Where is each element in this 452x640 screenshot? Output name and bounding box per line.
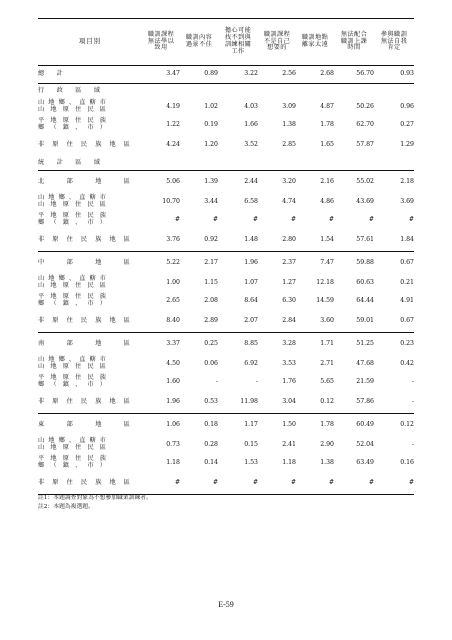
- table-cell: 1.96: [218, 252, 258, 275]
- table-row: [38, 355, 414, 373]
- table-cell: 57.86: [356, 397, 374, 405]
- table-cell: #: [296, 472, 334, 495]
- row-label: [38, 274, 142, 292]
- table-cell: #: [258, 472, 296, 495]
- table-cell: 6.92: [244, 359, 258, 367]
- table-cell: 2.89: [204, 316, 218, 324]
- table-cell: 0.23: [374, 333, 414, 356]
- column-header-line: 不是自己: [263, 37, 291, 45]
- table-cell: 1.27: [282, 278, 296, 286]
- table-cell: #: [212, 215, 218, 223]
- row-label-line: 山 地 鄉 、 直 轄 市: [38, 356, 106, 364]
- row-label: [38, 171, 142, 194]
- row-label-line: 鄉 （ 鎮 、 市 ）: [38, 462, 106, 469]
- table-cell: 3.47: [142, 66, 180, 84]
- table-row: [38, 373, 414, 391]
- column-header: [374, 19, 414, 66]
- table-cell: 1.18: [282, 458, 296, 466]
- table-cell: 4.74: [282, 197, 296, 205]
- table-cell: 0.27: [400, 120, 414, 128]
- table-cell: 55.02: [334, 171, 374, 194]
- table-cell: 1.39: [180, 171, 218, 194]
- table-row: [38, 472, 414, 495]
- table-cell: 59.88: [334, 252, 374, 275]
- statistics-table: [38, 18, 414, 495]
- section-heading: 行 政 區 域: [38, 86, 100, 94]
- table-cell: 3.20: [258, 171, 296, 194]
- column-header-line: 職訓課程: [263, 30, 291, 38]
- table-cell: 2.08: [204, 296, 218, 304]
- row-label: [38, 391, 142, 414]
- table-cell: 0.67: [374, 252, 414, 275]
- table-cell: 1.18: [166, 458, 180, 466]
- row-label-line: 非 原 住 民 族 地 區: [38, 397, 130, 405]
- table-cell: 5.22: [142, 252, 180, 275]
- table-cell: 8.85: [218, 333, 258, 356]
- column-header-line: 職訓內容: [185, 34, 213, 42]
- table-body: [38, 66, 414, 495]
- row-label-line: 平 地 原 住 民 族: [38, 293, 106, 301]
- table-cell: 0.15: [244, 440, 258, 448]
- table-cell: 0.73: [166, 440, 180, 448]
- table-cell: 3.22: [218, 66, 258, 84]
- table-cell: 3.76: [166, 235, 180, 243]
- column-header-line: 職訓上課: [340, 37, 368, 45]
- row-label-line: 鄉 （ 鎮 、 市 ）: [38, 219, 106, 226]
- table-cell: 57.87: [356, 140, 374, 148]
- section-heading: 統 計 區 域: [38, 158, 100, 166]
- table-cell: #: [328, 215, 334, 223]
- table-cell: 0.92: [204, 235, 218, 243]
- table-row: [38, 391, 414, 414]
- table-cell: 1.71: [296, 333, 334, 356]
- row-label: [38, 116, 142, 134]
- table-cell: #: [408, 215, 414, 223]
- table-cell: 3.44: [204, 197, 218, 205]
- table-cell: 1.76: [282, 377, 296, 385]
- table-cell: 63.49: [356, 458, 374, 466]
- table-cell: 3.04: [282, 397, 296, 405]
- table-cell: #: [252, 215, 258, 223]
- table-row: [38, 292, 414, 310]
- table-cell: 3.60: [320, 316, 334, 324]
- table-cell: #: [174, 215, 180, 223]
- column-header-line: 參與職訓: [380, 30, 408, 38]
- table-cell: 59.01: [356, 316, 374, 324]
- table-cell: 1.84: [400, 235, 414, 243]
- table-cell: 2.90: [320, 440, 334, 448]
- table-cell: -: [411, 397, 414, 405]
- table-row: [38, 274, 414, 292]
- table-cell: 0.14: [204, 458, 218, 466]
- row-label-line: 平 地 原 住 民 族: [38, 455, 106, 463]
- table-cell: 2.56: [258, 66, 296, 84]
- table-cell: 1.06: [142, 414, 180, 437]
- row-label: [38, 98, 142, 116]
- table-cell: 4.24: [166, 140, 180, 148]
- table-cell: -: [255, 377, 258, 385]
- table-cell: 0.16: [400, 458, 414, 466]
- table-cell: -: [411, 377, 414, 385]
- table-cell: 3.69: [400, 197, 414, 205]
- table-row: [38, 134, 414, 156]
- table-cell: 0.12: [320, 397, 334, 405]
- table-cell: 60.63: [356, 278, 374, 286]
- row-label-line: 東 部 地 區: [38, 420, 130, 428]
- table-cell: 43.69: [356, 197, 374, 205]
- table-cell: 5.06: [142, 171, 180, 194]
- table-row: [38, 171, 414, 194]
- column-header-line: 無法學以: [147, 37, 175, 45]
- row-label-line: 鄉 （ 鎮 、 市 ）: [38, 381, 106, 388]
- table-cell: 3.53: [282, 359, 296, 367]
- row-label-line: 非 原 住 民 族 地 區: [38, 478, 130, 486]
- row-label: [38, 229, 142, 252]
- section-heading-row: [38, 84, 414, 99]
- table-cell: 1.65: [320, 140, 334, 148]
- table-cell: 1.17: [218, 414, 258, 437]
- table-cell: 4.91: [400, 296, 414, 304]
- column-header: [218, 19, 258, 66]
- table-header: [38, 19, 414, 66]
- table-cell: 0.42: [400, 359, 414, 367]
- table-cell: 2.68: [296, 66, 334, 84]
- column-header-line: 職訓課程: [147, 30, 175, 38]
- row-label: 總 計: [38, 66, 142, 84]
- table-cell: 4.19: [166, 102, 180, 110]
- table-cell: 2.07: [244, 316, 258, 324]
- table-cell: -: [215, 377, 218, 385]
- table-cell: 0.21: [400, 278, 414, 286]
- table-cell: 62.70: [356, 120, 374, 128]
- column-header: [334, 19, 374, 66]
- column-header-line: 無法自我: [380, 37, 408, 45]
- table-cell: 2.41: [282, 440, 296, 448]
- table-cell: 14.59: [316, 296, 334, 304]
- table-cell: 2.16: [296, 171, 334, 194]
- column-header-line: 肯定: [387, 44, 401, 52]
- row-label: [38, 454, 142, 472]
- table-cell: 0.28: [204, 440, 218, 448]
- table-row: [38, 436, 414, 454]
- table-cell: 8.40: [166, 316, 180, 324]
- footnotes: [38, 494, 152, 512]
- table-cell: 1.20: [204, 140, 218, 148]
- table-cell: 2.37: [258, 252, 296, 275]
- column-header-line: 職訓地點: [301, 34, 329, 42]
- table-cell: 1.66: [244, 120, 258, 128]
- row-label: [38, 414, 142, 437]
- column-header-line: 致用: [154, 44, 168, 52]
- table-cell: 1.07: [244, 278, 258, 286]
- section-heading-row: [38, 156, 414, 171]
- row-label-line: 山 地 原 住 民 區: [38, 201, 106, 208]
- table-cell: 2.17: [180, 252, 218, 275]
- row-label-line: 平 地 原 住 民 族: [38, 117, 106, 125]
- table-cell: 2.65: [166, 296, 180, 304]
- table-cell: 4.03: [244, 102, 258, 110]
- table-cell: 1.78: [320, 120, 334, 128]
- table-cell: 2.44: [218, 171, 258, 194]
- row-label: [38, 472, 142, 495]
- row-label-line: 山 地 鄉 、 直 轄 市: [38, 437, 106, 445]
- row-label-line: 山 地 原 住 民 區: [38, 282, 106, 289]
- table-cell: 10.70: [162, 197, 180, 205]
- row-label: [38, 310, 142, 333]
- table-cell: 0.18: [180, 414, 218, 437]
- row-label-line: 北 部 地 區: [38, 177, 130, 185]
- column-header: [258, 19, 296, 66]
- table-cell: 1.22: [166, 120, 180, 128]
- table-cell: 1.48: [244, 235, 258, 243]
- table-cell: 47.68: [356, 359, 374, 367]
- table-cell: #: [374, 472, 414, 495]
- column-header-line: 無法配合: [340, 30, 368, 38]
- table-cell: 60.49: [334, 414, 374, 437]
- row-label: [38, 211, 142, 229]
- table-cell: 12.18: [316, 278, 334, 286]
- row-label: [38, 333, 142, 356]
- column-header-line: 想要的: [267, 44, 287, 52]
- table-cell: 6.58: [244, 197, 258, 205]
- column-header-line: 擔心可能: [224, 27, 252, 35]
- table-cell: 1.60: [166, 377, 180, 385]
- table-cell: 56.70: [334, 66, 374, 84]
- table-cell: 2.85: [282, 140, 296, 148]
- row-label-line: 非 原 住 民 族 地 區: [38, 316, 130, 324]
- table-cell: 1.00: [166, 278, 180, 286]
- row-label-line: 中 部 地 區: [38, 258, 130, 266]
- column-header: [296, 19, 334, 66]
- row-label-line: 鄉 （ 鎮 、 市 ）: [38, 124, 106, 131]
- table-cell: 2.18: [374, 171, 414, 194]
- table-cell: 0.96: [400, 102, 414, 110]
- row-label-line: 平 地 原 住 民 族: [38, 212, 106, 220]
- table-cell: 1.02: [204, 102, 218, 110]
- table-row: [38, 193, 414, 211]
- table-row: [38, 252, 414, 275]
- table-row: [38, 310, 414, 333]
- table-cell: 4.86: [320, 197, 334, 205]
- row-label-line: 非 原 住 民 族 地 區: [38, 235, 130, 243]
- table-cell: 6.30: [282, 296, 296, 304]
- column-header-line: 過景不佳: [185, 41, 213, 48]
- table-row: [38, 211, 414, 229]
- table-cell: 2.71: [320, 359, 334, 367]
- row-label-line: 山 地 鄉 、 直 轄 市: [38, 99, 106, 107]
- table-cell: 1.50: [258, 414, 296, 437]
- table-cell: #: [142, 472, 180, 495]
- table-cell: 3.28: [258, 333, 296, 356]
- table-row: [38, 454, 414, 472]
- table-cell: 50.26: [356, 102, 374, 110]
- column-header-line: 訓練相關: [224, 41, 252, 48]
- row-label-line: 南 部 地 區: [38, 339, 130, 347]
- row-label-line: 山 地 原 住 民 區: [38, 444, 106, 451]
- table-cell: 0.12: [374, 414, 414, 437]
- table-cell: #: [218, 472, 258, 495]
- table-cell: 3.52: [244, 140, 258, 148]
- column-header: [142, 19, 180, 66]
- table-cell: 1.96: [166, 397, 180, 405]
- table-cell: 3.09: [282, 102, 296, 110]
- column-header-line: 找不到與: [224, 34, 252, 42]
- table-cell: 5.65: [320, 377, 334, 385]
- table-row: [38, 98, 414, 116]
- table-cell: #: [334, 472, 374, 495]
- table-cell: 8.64: [244, 296, 258, 304]
- table-cell: 64.44: [356, 296, 374, 304]
- header-item: 項目別: [38, 19, 142, 66]
- table-cell: 1.54: [320, 235, 334, 243]
- table-cell: 7.47: [296, 252, 334, 275]
- table-cell: 4.50: [166, 359, 180, 367]
- table-cell: 51.25: [334, 333, 374, 356]
- footnote-2: 註2：本題為複選題。: [38, 504, 94, 510]
- table-row: [38, 116, 414, 134]
- table-cell: 0.25: [180, 333, 218, 356]
- table-cell: 1.53: [244, 458, 258, 466]
- table-cell: 1.29: [400, 140, 414, 148]
- column-header: [180, 19, 218, 66]
- row-label-line: 山 地 原 住 民 區: [38, 106, 106, 113]
- table-cell: 3.37: [142, 333, 180, 356]
- row-label-line: 山 地 原 住 民 區: [38, 363, 106, 370]
- table-cell: 21.59: [356, 377, 374, 385]
- table-cell: 1.78: [296, 414, 334, 437]
- table-cell: 0.53: [204, 397, 218, 405]
- row-label: [38, 292, 142, 310]
- table-cell: 4.87: [320, 102, 334, 110]
- row-label: [38, 355, 142, 373]
- row-label-line: 平 地 原 住 民 族: [38, 374, 106, 382]
- row-label-line: 非 原 住 民 族 地 區: [38, 140, 130, 148]
- table-cell: 52.04: [356, 440, 374, 448]
- column-header-line: 離家太遠: [301, 41, 329, 48]
- table-cell: 0.93: [374, 66, 414, 84]
- table-cell: 0.06: [204, 359, 218, 367]
- column-header-line: 工作: [231, 47, 245, 55]
- row-label: [38, 252, 142, 275]
- table-cell: 57.61: [356, 235, 374, 243]
- table-cell: 2.80: [282, 235, 296, 243]
- row-label: [38, 373, 142, 391]
- table-row: [38, 229, 414, 252]
- row-label-line: 山 地 鄉 、 直 轄 市: [38, 275, 106, 283]
- table-row: [38, 333, 414, 356]
- table-cell: #: [180, 472, 218, 495]
- table-cell: 0.67: [400, 316, 414, 324]
- table-cell: 2.84: [282, 316, 296, 324]
- column-header-line: 時間: [347, 44, 361, 52]
- table-cell: #: [290, 215, 296, 223]
- row-label: [38, 134, 142, 156]
- table-cell: -: [411, 440, 414, 448]
- table-cell: 1.38: [282, 120, 296, 128]
- row-label: [38, 436, 142, 454]
- table-cell: 0.19: [204, 120, 218, 128]
- table-cell: 0.89: [180, 66, 218, 84]
- table-cell: 1.38: [320, 458, 334, 466]
- table-row: [38, 414, 414, 437]
- row-label: [38, 193, 142, 211]
- table-cell: 11.98: [240, 397, 258, 405]
- footnote-1: 註1：本題調查對象為不想參加職業訓練者。: [38, 495, 152, 501]
- table-cell: #: [368, 215, 374, 223]
- row-label-line: 鄉 （ 鎮 、 市 ）: [38, 300, 106, 307]
- row-label-line: 山 地 鄉 、 直 轄 市: [38, 194, 106, 202]
- page-number: E-59: [218, 600, 234, 609]
- table-cell: 1.15: [204, 278, 218, 286]
- table-row-total: [38, 66, 414, 84]
